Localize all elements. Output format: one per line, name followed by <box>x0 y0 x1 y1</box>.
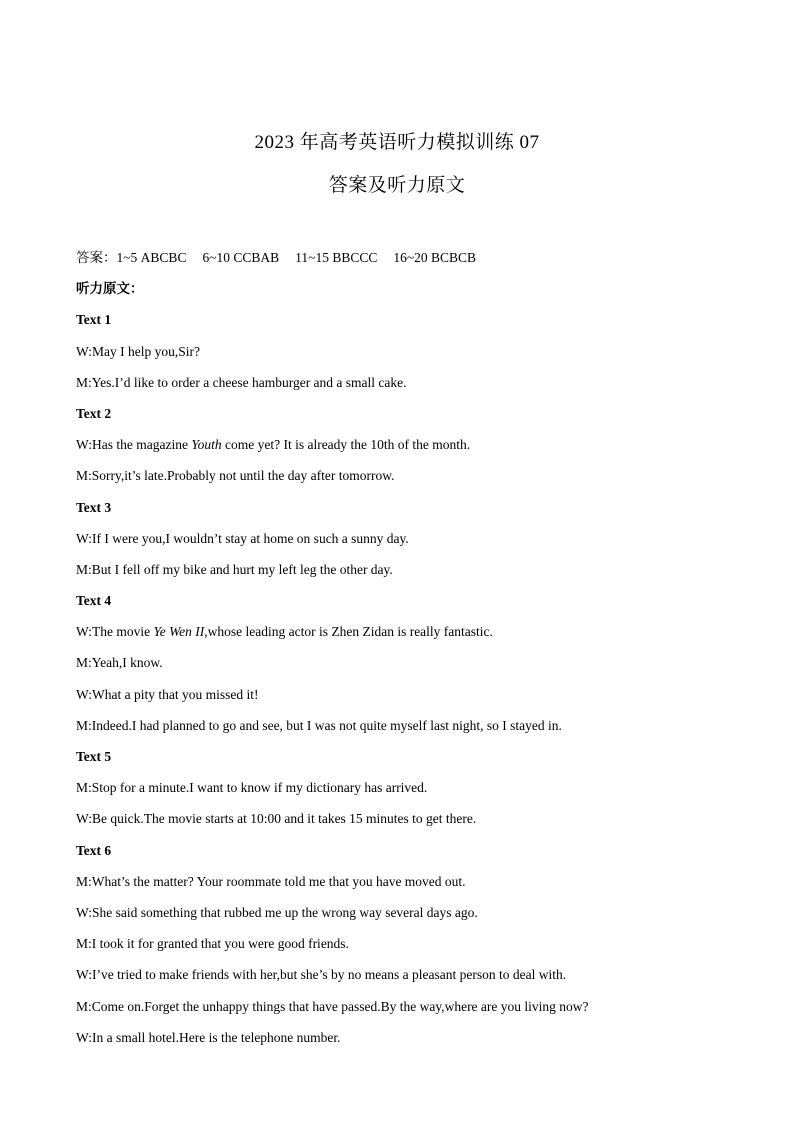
answer-group: 16~20 BCBCB <box>393 250 477 265</box>
answer-group: 1~5 ABCBC <box>116 250 187 265</box>
line-text: W:The movie <box>76 624 154 640</box>
answer-group: 6~10 CCBAB <box>202 250 280 265</box>
dialogue-line: M:Yes.I’d like to order a cheese hamburger and a small cake. <box>76 374 407 390</box>
text-heading: Text 4 <box>76 593 112 609</box>
dialogue-line: W:If I were you,I wouldn’t stay at home on such a sunny day. <box>76 530 409 546</box>
dialogue-line <box>76 435 726 466</box>
dialogue-line: M:Stop for a minute.I want to know if my dictionary has arrived. <box>76 780 428 796</box>
text-heading: Text 1 <box>76 312 112 328</box>
text-heading: Text 3 <box>76 499 112 515</box>
line-text: come yet? It is already the 10th of the month. <box>221 437 471 453</box>
dialogue-line: M:Indeed.I had planned to go and see, but I was not quite myself last night, so I stayed in. <box>76 717 562 733</box>
dialogue-line: M:But I fell off my bike and hurt my left leg the other day. <box>76 561 393 577</box>
answer-label: 答案： <box>76 250 117 265</box>
line-text: W:Has the magazine <box>76 437 192 453</box>
document-subtitle: 答案及听力原文 <box>328 175 466 196</box>
transcript-label: 听力原文： <box>76 281 144 297</box>
text-heading: Text 5 <box>76 749 112 764</box>
answer-key <box>76 248 726 279</box>
text-heading: Text 6 <box>76 842 112 858</box>
dialogue-line: W:May I help you,Sir? <box>76 343 200 359</box>
dialogue-line: M:Sorry,it’s late.Probably not until the day after tomorrow. <box>76 468 395 484</box>
answer-group: 11~15 BBCCC <box>295 250 378 265</box>
document-body <box>76 248 726 1059</box>
dialogue-line: W:In a small hotel.Here is the telephone number. <box>76 1029 341 1045</box>
magazine-title: Youth <box>191 437 222 453</box>
document-title: 2023 年高考英语听力模拟训练 07 <box>254 132 540 153</box>
movie-title: Ye Wen II <box>153 624 205 640</box>
dialogue-line <box>76 622 726 653</box>
dialogue-line: M:Come on.Forget the unhappy things that have passed.By the way,where are you living now? <box>76 998 589 1014</box>
dialogue-line: M:Yeah,I know. <box>76 655 163 671</box>
dialogue-line: W:Be quick.The movie starts at 10:00 and it takes 15 minutes to get there. <box>76 811 477 827</box>
dialogue-line: M:I took it for granted that you were good friends. <box>76 936 349 952</box>
dialogue-line: W:She said something that rubbed me up the wrong way several days ago. <box>76 904 478 920</box>
dialogue-line: W:What a pity that you missed it! <box>76 686 259 702</box>
dialogue-line: W:I’ve tried to make friends with her,but she’s by no means a pleasant person to deal with. <box>76 967 567 983</box>
line-text: ,whose leading actor is Zhen Zidan is really fantastic. <box>204 624 493 640</box>
text-heading: Text 2 <box>76 405 112 421</box>
dialogue-line: M:What’s the matter? Your roommate told me that you have moved out. <box>76 873 466 889</box>
